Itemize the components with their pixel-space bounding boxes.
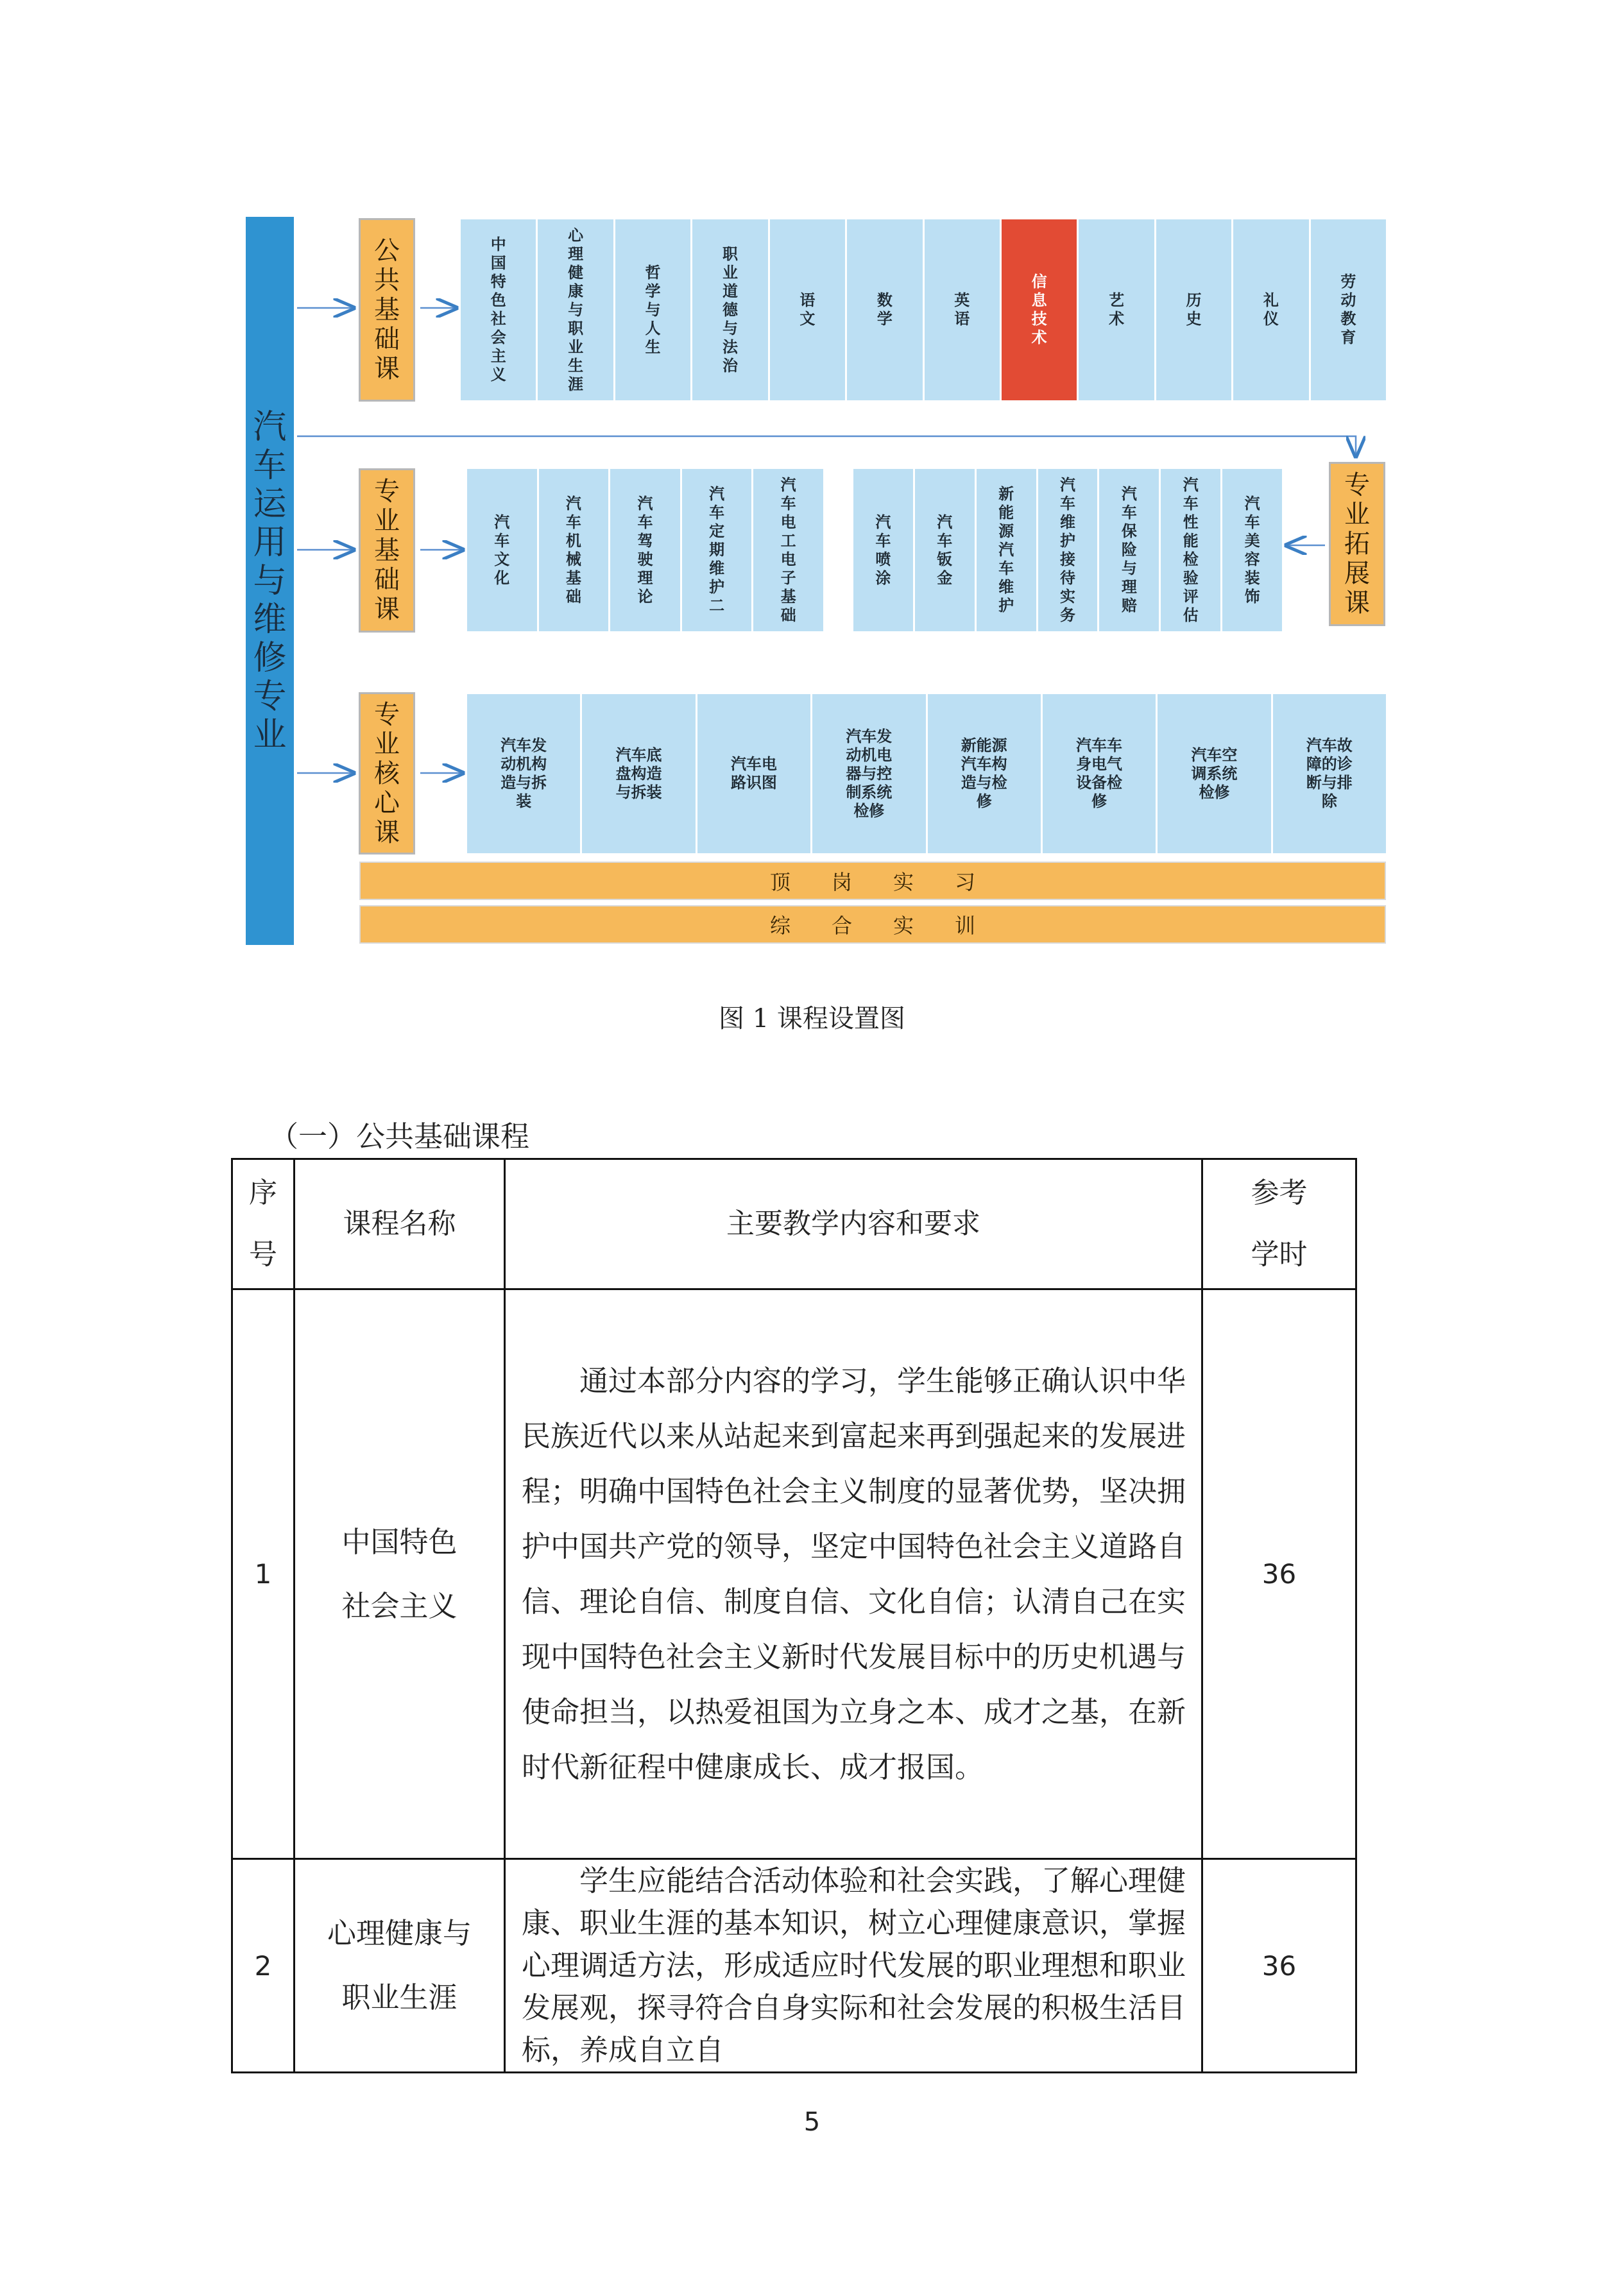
header-name: 课程名称 <box>295 1159 505 1289</box>
row-name: 心理健康与职业生涯 <box>295 1859 505 2073</box>
course-label: 汽车美容装饰 <box>1244 494 1260 606</box>
course-label: 英语 <box>954 291 970 328</box>
course-table <box>231 1158 1357 2073</box>
course-label: 艺术 <box>1109 291 1125 328</box>
course-label: 汽车维护接待实务 <box>1060 475 1075 624</box>
row-hours: 36 <box>1202 1859 1356 2073</box>
internship-bar: 顶 岗 实 习 <box>359 862 1386 900</box>
course-label: 哲学与人生 <box>645 263 661 356</box>
table-row <box>232 1289 1356 1859</box>
course-label: 汽车底盘构造与拆装 <box>615 745 662 801</box>
course-label: 汽车车身电气设备检修 <box>1076 736 1123 810</box>
course-label: 汽车驾驶理论 <box>637 494 653 606</box>
row-seq: 2 <box>232 1859 295 2073</box>
table-row <box>232 1859 1356 2073</box>
course-label: 汽车电路识图 <box>730 755 777 792</box>
major-label: 汽车运用与维修专业 <box>246 217 294 945</box>
course-label: 心理健康与职业生涯 <box>568 226 584 393</box>
category-public: 公共基础课 <box>359 218 415 402</box>
course-label: 汽车空调系统检修 <box>1191 745 1238 801</box>
course-label: 汽车定期维护二 <box>709 485 725 615</box>
course-label: 汽车性能检验评估 <box>1183 475 1199 624</box>
header-content: 主要教学内容和要求 <box>505 1159 1202 1289</box>
course-label: 汽车发动机构造与拆装 <box>500 736 547 810</box>
page-number: 5 <box>803 2107 821 2137</box>
training-bar: 综 合 实 训 <box>359 905 1386 944</box>
arrow-to-extension <box>297 436 1356 457</box>
course-label: 汽车故障的诊断与排除 <box>1306 736 1353 810</box>
course-label: 汽车文化 <box>494 513 510 587</box>
figure-caption: 图 1 课程设置图 <box>719 1004 905 1033</box>
course-label: 历史 <box>1186 291 1202 328</box>
table-header-row <box>232 1159 1356 1289</box>
category-extension: 专业拓展课 <box>1329 462 1385 626</box>
row-content: 学生应能结合活动体验和社会实践，了解心理健康、职业生涯的基本知识，树立心理健康意识，掌握心理调适方法，形成适应时代发展的职业理想和职业发展观，探寻符合自身实际和社会发展的积极生活目标，养成自立自 <box>505 1859 1202 2073</box>
row-hours: 36 <box>1202 1289 1356 1859</box>
category-core: 专业核心课 <box>359 692 415 855</box>
course-label: 汽车机械基础 <box>565 494 581 606</box>
section-title: （一）公共基础课程 <box>269 1119 530 1153</box>
course-label: 汽车保险与理赔 <box>1121 485 1137 615</box>
course-label: 汽车电工电子基础 <box>780 475 796 624</box>
course-label: 汽车喷涂 <box>875 513 891 587</box>
course-label: 劳动教育 <box>1340 273 1356 346</box>
header-hours: 参考学时 <box>1202 1159 1356 1289</box>
diagram-arrows <box>0 0 1624 962</box>
category-foundation: 专业基础课 <box>359 468 415 633</box>
course-label: 汽车钣金 <box>937 513 953 587</box>
course-label: 信息技术 <box>1031 273 1047 346</box>
course-label: 礼仪 <box>1263 291 1279 328</box>
row-content: 通过本部分内容的学习，学生能够正确认识中华民族近代以来从站起来到富起来再到强起来的发展进程；明确中国特色社会主义制度的显著优势，坚决拥护中国共产党的领导，坚定中国特色社会主义道路自信、理论自信、制度自信、文化自信；认清自己在实现中国特色社会主义新时代发展目标中的历史机遇与使命担当，以热爱祖国为立身之本、成才之基，在新时代新征程中健康成长、成才报国。 <box>505 1289 1202 1859</box>
course-label: 数学 <box>876 291 893 328</box>
row-name: 中国特色社会主义 <box>295 1289 505 1859</box>
header-seq: 序号 <box>232 1159 295 1289</box>
course-label: 新能源汽车构造与检修 <box>961 736 1007 810</box>
row-seq: 1 <box>232 1289 295 1859</box>
course-label: 中国特色社会主义 <box>490 235 506 384</box>
course-label: 语文 <box>799 291 816 328</box>
course-label: 职业道德与法治 <box>722 244 738 375</box>
course-label: 新能源汽车维护 <box>998 485 1014 615</box>
course-label: 汽车发动机电器与控制系统检修 <box>846 727 893 820</box>
